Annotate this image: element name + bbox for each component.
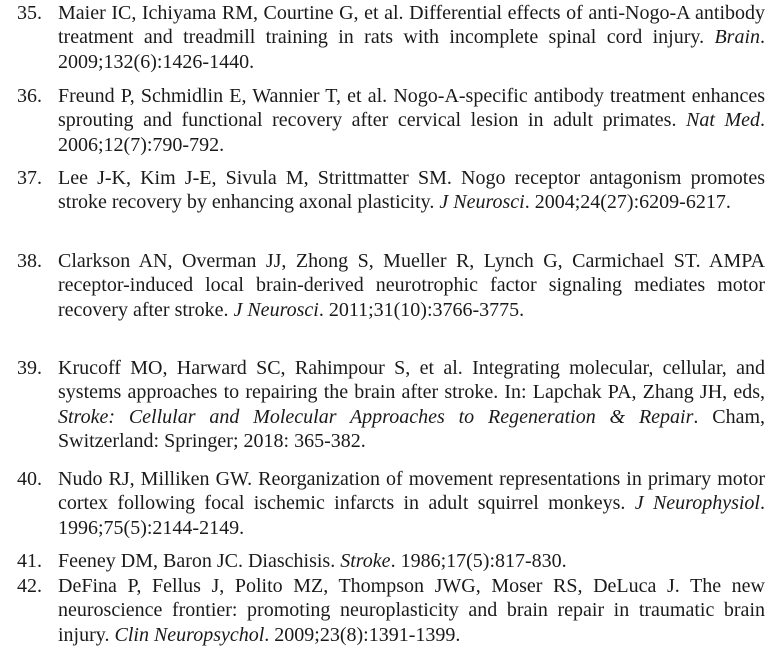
reference-details: . 2011;31(10):3766-3775. — [318, 298, 525, 321]
reference-number: 40. — [17, 468, 42, 490]
reference-number: 37. — [17, 167, 42, 189]
reference-details: . 2006;12(7):790-792. — [58, 109, 765, 156]
reference-authors: DeFina P, Fellus J, Polito MZ, Thompson JWG, Moser RS, DeLuca J. — [58, 575, 680, 597]
reference-details: . 2009;132(6):1426-1440. — [58, 26, 766, 73]
reference-details: . Cham, Switzerland: Springer; 2018: 365-382. — [58, 405, 765, 452]
reference-number: 42. — [17, 575, 42, 597]
reference-title: Differential effects of anti-Nogo-A antibody treatment and treadmill training in rats with incomplete spinal cord injury. — [58, 2, 766, 49]
reference-journal: J Neurosci — [233, 298, 319, 321]
reference-book-title: Stroke: Cellular and Molecular Approaches to Regeneration & Repair — [58, 405, 694, 428]
reference-authors: Nudo RJ, Milliken GW. — [58, 468, 253, 490]
reference-details: . 2004;24(27):6209-6217. — [524, 191, 731, 214]
reference-authors: Lee J-K, Kim J-E, Sivula M, Strittmatter SM. — [58, 167, 452, 189]
reference-title: Diaschisis. — [247, 550, 336, 572]
reference-text — [58, 249, 765, 322]
reference-number: 39. — [17, 357, 42, 379]
reference-text — [58, 467, 765, 540]
reference-authors: Clarkson AN, Overman JJ, Zhong S, Mueller R, Lynch G, Carmichael ST. — [58, 250, 701, 272]
reference-title: Reorganization of movement representations in primary motor cortex following focal ischemic infarcts in adult squirrel monkeys. — [58, 468, 766, 515]
reference-text — [58, 84, 765, 157]
reference-journal: Stroke — [340, 550, 391, 572]
reference-details: . 1996;75(5):2144-2149. — [58, 492, 765, 539]
reference-text — [58, 1, 765, 74]
reference-authors: Krucoff MO, Harward SC, Rahimpour S, et al. — [58, 357, 463, 379]
reference-journal: J Neurophysiol — [634, 492, 760, 515]
reference-authors: Maier IC, Ichiyama RM, Courtine G, et al. — [58, 2, 404, 24]
reference-text — [58, 166, 765, 215]
reference-number: 35. — [17, 2, 42, 24]
reference-title: Nogo-A-specific antibody treatment enhances sprouting and functional recovery after cervical lesion in adult primates. — [58, 85, 765, 132]
reference-title: AMPA receptor-induced local brain-derived neurotrophic factor signaling mediates motor recovery after stroke. — [58, 250, 765, 321]
reference-number: 36. — [17, 85, 42, 107]
reference-journal: J Neurosci — [439, 191, 525, 214]
reference-journal: Clin Neuropsychol — [114, 623, 265, 646]
reference-details: . 1986;17(5):817-830. — [390, 550, 567, 572]
reference-number: 38. — [17, 250, 42, 272]
reference-journal: Nat Med — [686, 109, 760, 132]
reference-details: . 2009;23(8):1391-1399. — [264, 623, 461, 646]
reference-text — [58, 549, 765, 573]
reference-text — [58, 356, 765, 453]
reference-authors: Freund P, Schmidlin E, Wannier T, et al. — [58, 85, 388, 107]
reference-journal: Brain — [714, 26, 761, 49]
reference-title: Nogo receptor antagonism promotes stroke recovery by enhancing axonal plasticity. — [58, 167, 766, 214]
reference-title: The new neuroscience frontier: promoting neuroplasticity and brain repair in traumatic brain injury. — [58, 575, 765, 646]
reference-number: 41. — [17, 550, 42, 572]
reference-title: Integrating molecular, cellular, and systems approaches to repairing the brain after stroke. In: Lapchak PA, Zhang JH, eds, — [58, 357, 765, 404]
reference-text — [58, 574, 765, 647]
reference-authors: Feeney DM, Baron JC. — [58, 550, 243, 572]
